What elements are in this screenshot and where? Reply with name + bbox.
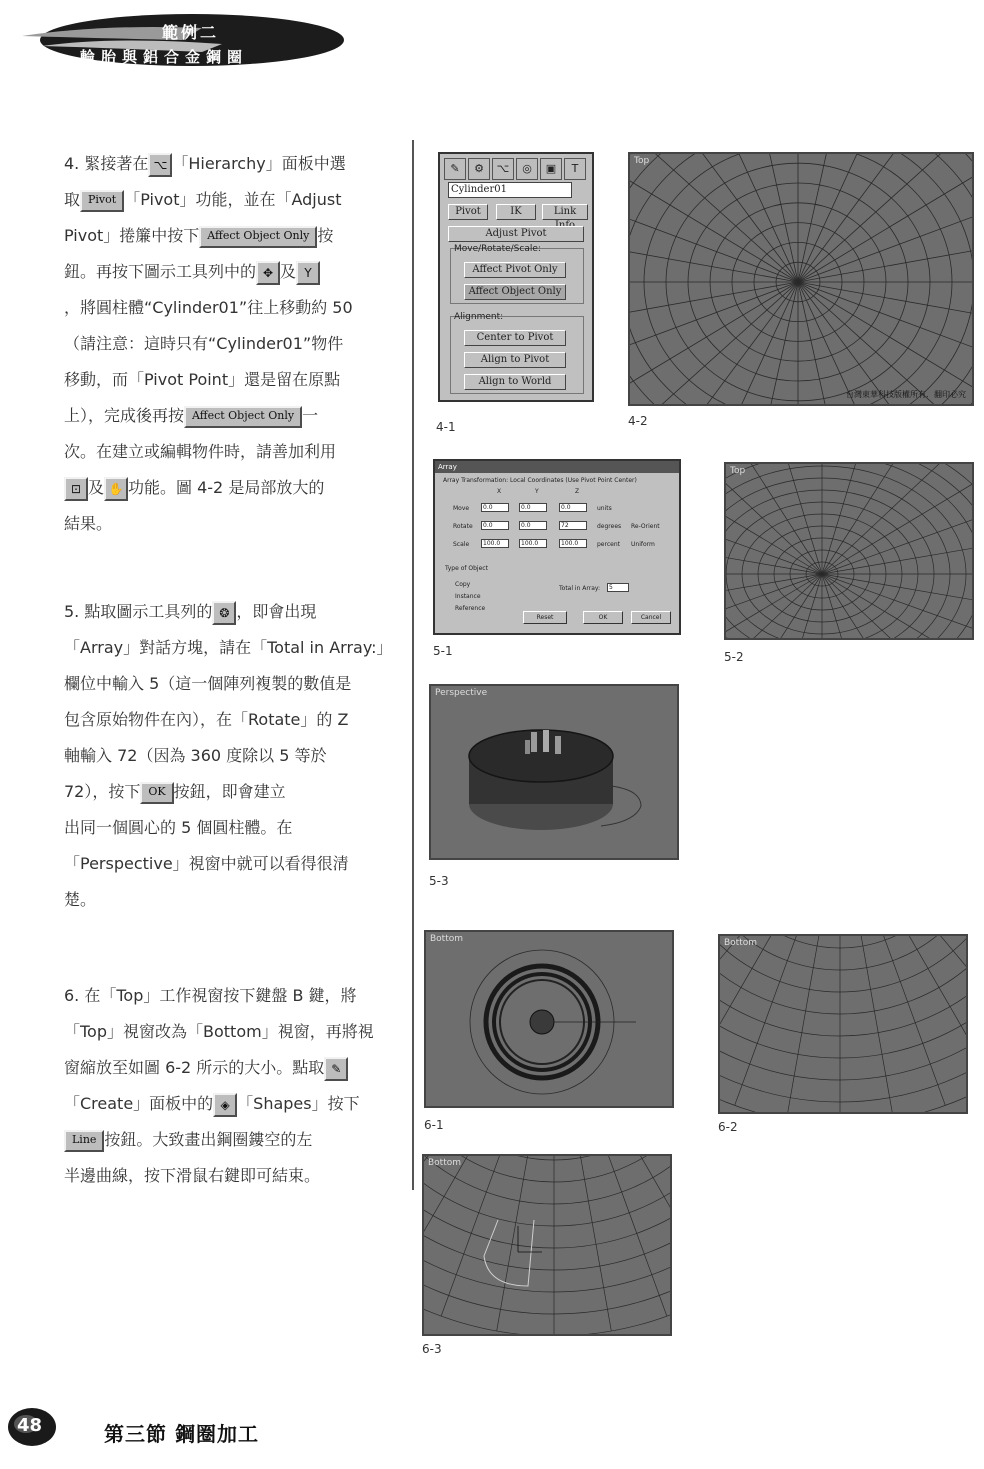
text-line (64, 1086, 394, 1122)
column-divider (412, 140, 414, 1190)
viewport-wireframe (630, 154, 974, 406)
instance-radio[interactable]: Instance (455, 593, 481, 600)
affect-object-only-button[interactable]: Affect Object Only (464, 284, 566, 300)
text-fragment: 按鈕。大致畫出鋼圈鏤空的左 (104, 1130, 313, 1149)
hierarchy-icon[interactable]: ⌥ (148, 153, 172, 177)
unit-label: degrees (597, 523, 622, 530)
shapes-icon[interactable]: ◈ (213, 1093, 237, 1117)
page-number: 48 (17, 1415, 43, 1436)
top-viewport-figure (724, 462, 974, 640)
center-to-pivot-button[interactable]: Center to Pivot (464, 330, 566, 346)
figure-caption: 4-1 (436, 420, 456, 434)
group-label: Move/Rotate/Scale: (454, 244, 541, 254)
text-fragment: 「Top」視窗改為「Bottom」視窗，再將視 (64, 1022, 374, 1041)
step-6-paragraph (64, 978, 394, 1194)
text-fragment: 「Pivot」功能，並在「Adjust (124, 190, 342, 209)
rotate-y-field[interactable]: 0.0 (519, 521, 547, 530)
text-line (64, 218, 394, 254)
text-line (64, 702, 394, 738)
affect-pivot-only-button[interactable]: Affect Pivot Only (464, 262, 566, 278)
viewport-label: Top (634, 156, 650, 166)
scale-y-field[interactable]: 100.0 (519, 539, 547, 548)
motion-icon[interactable]: ◎ (516, 158, 538, 180)
text-fragment: 上），完成後再按 (64, 406, 185, 425)
text-line (64, 666, 394, 702)
zoom-icon[interactable]: ⊡ (64, 477, 88, 501)
reference-radio[interactable]: Reference (455, 605, 486, 612)
axis-z-label: Z (575, 488, 580, 495)
ik-tab-button[interactable]: IK (496, 204, 536, 220)
perspective-render (431, 686, 679, 860)
create-icon[interactable]: ✎ (324, 1057, 348, 1081)
text-line (64, 774, 394, 810)
axis-y-label: Y (535, 488, 539, 495)
text-fragment: 按鈕，即會建立 (173, 782, 286, 801)
step-5-paragraph (64, 594, 394, 918)
text-fragment: 「Hierarchy」面板中選 (172, 154, 346, 173)
reset-button[interactable]: Reset (523, 611, 567, 624)
text-fragment: 窗縮放至如圖 6-2 所示的大小。點取 (64, 1058, 325, 1077)
text-fragment: 一 (302, 406, 319, 425)
bottom-viewport-figure (422, 1154, 672, 1336)
text-fragment: 取 (64, 190, 81, 209)
text-fragment: 5. 點取圖示工具列的 (64, 602, 213, 621)
move-y-field[interactable]: 0.0 (519, 503, 547, 512)
text-fragment: 4. 緊接著在 (64, 154, 149, 173)
hierarchy-icon[interactable]: ⌥ (492, 158, 514, 180)
pivot-tab-button[interactable]: Pivot (448, 204, 488, 220)
viewport-label: Top (730, 466, 746, 476)
step-4-paragraph (64, 146, 394, 542)
text-fragment: 次。在建立或編輯物件時，請善加利用 (64, 442, 337, 461)
modify-icon[interactable]: ⚙ (468, 158, 490, 180)
text-line (64, 810, 394, 846)
text-fragment: ，即會出現 (236, 602, 317, 621)
copy-radio[interactable]: Copy (455, 581, 471, 588)
figure-caption: 5-2 (724, 650, 744, 664)
link-info-tab-button[interactable]: Link (542, 204, 588, 220)
section-title: 第三節 鋼圈加工 (104, 1422, 259, 1446)
align-to-pivot-button[interactable]: Align to Pivot (464, 352, 566, 368)
text-line (64, 434, 394, 470)
text-fragment: ，將圓柱體“Cylinder01”往上移動約 50 (64, 298, 353, 317)
text-fragment: Pivot」捲簾中按下 (64, 226, 200, 245)
rotate-z-field[interactable]: 72 (559, 521, 587, 530)
chapter-banner (22, 6, 344, 68)
viewport-wireframe (720, 936, 968, 1114)
banner-title: 範例二 (162, 23, 220, 42)
figure-caption: 4-2 (628, 414, 648, 428)
text-fragment: 6. 在「Top」工作視窗按下鍵盤 B 鍵，將 (64, 986, 357, 1005)
unit-label: units (597, 505, 612, 512)
text-fragment: 結果。 (64, 514, 113, 533)
text-line (64, 1014, 394, 1050)
text-line (64, 470, 394, 506)
banner-subtitle: 輪胎與鋁合金鋼圈 (80, 48, 249, 66)
axis-x-label: X (497, 488, 502, 495)
figure-caption: 6-3 (422, 1342, 442, 1356)
line-button[interactable]: Line (64, 1130, 104, 1152)
figure-caption: 6-1 (424, 1118, 444, 1132)
scale-x-field[interactable]: 100.0 (481, 539, 509, 548)
text-fragment: 包含原始物件在內），在「Rotate」的 Z (64, 710, 349, 729)
text-fragment: 功能。圖 4-2 是局部放大的 (128, 478, 325, 497)
pan-icon[interactable]: ✋ (104, 477, 128, 501)
text-line (64, 362, 394, 398)
figure-caption: 6-2 (718, 1120, 738, 1134)
unit-label: percent (597, 541, 620, 548)
ok-button[interactable]: OK (140, 782, 173, 804)
text-fragment: 及 (88, 478, 105, 497)
scale-z-field[interactable]: 100.0 (559, 539, 587, 548)
viewport-label: Bottom (430, 934, 464, 944)
array-dialog-figure (433, 459, 681, 635)
move-icon[interactable]: ✥ (256, 261, 280, 285)
move-x-field[interactable]: 0.0 (481, 503, 509, 512)
bottom-viewport-figure (718, 934, 968, 1114)
text-line (64, 846, 394, 882)
row-label: Scale (453, 541, 470, 548)
text-fragment: （請注意：這時只有“Cylinder01”物件 (64, 334, 344, 353)
text-line (64, 398, 394, 434)
text-fragment: 楚。 (64, 890, 97, 909)
y-axis-icon[interactable]: Y (296, 261, 320, 285)
text-fragment: 按 (317, 226, 334, 245)
text-fragment: 欄位中輸入 5（這一個陣列複製的數值是 (64, 674, 352, 693)
text-line (64, 1050, 394, 1086)
viewport-label: Perspective (435, 688, 488, 698)
array-icon[interactable]: ❂ (212, 601, 236, 625)
adjust-pivot-rollout[interactable]: Adjust Pivot (448, 226, 584, 242)
text-line (64, 254, 394, 290)
text-line (64, 182, 394, 218)
object-name-field[interactable]: Cylinder01 (448, 182, 572, 198)
viewport-wireframe (726, 464, 974, 640)
text-fragment: 72），按下 (64, 782, 141, 801)
wheel-top-view (426, 932, 674, 1108)
align-to-world-button[interactable]: Align to World (464, 374, 566, 390)
uniform-checkbox[interactable]: Uniform (631, 541, 655, 548)
hierarchy-panel-figure (438, 152, 594, 402)
text-fragment: 軸輸入 72（因為 360 度除以 5 等於 (64, 746, 327, 765)
ok-button[interactable]: OK (583, 611, 623, 624)
text-line (64, 630, 394, 666)
type-group-label: Type of Object (445, 565, 488, 572)
row-label: Rotate (453, 523, 473, 530)
text-line (64, 146, 394, 182)
text-line (64, 594, 394, 630)
display-icon[interactable]: ▣ (540, 158, 562, 180)
viewport-wireframe (424, 1156, 672, 1336)
affect-object-only-button[interactable]: Affect Object Only (184, 406, 302, 428)
rotate-x-field[interactable]: 0.0 (481, 521, 509, 530)
figure-caption: 5-3 (429, 874, 449, 888)
row-label: Move (453, 505, 470, 512)
text-fragment: 「Shapes」按下 (237, 1094, 360, 1113)
text-line (64, 1122, 394, 1158)
re-orient-checkbox[interactable]: Re-Orient (631, 523, 660, 530)
utilities-icon[interactable]: T (564, 158, 586, 180)
dialog-title: Array (435, 461, 679, 473)
text-fragment: 鈕。再按下圖示工具列中的 (64, 262, 257, 281)
total-in-array-field[interactable]: 5 (607, 583, 629, 592)
text-fragment: 及 (280, 262, 297, 281)
figure-caption: 5-1 (433, 644, 453, 658)
cancel-button[interactable]: Cancel (631, 611, 671, 624)
text-line (64, 290, 394, 326)
command-panel-tabs (444, 158, 586, 180)
move-z-field[interactable]: 0.0 (559, 503, 587, 512)
viewport-label: Bottom (428, 1158, 462, 1168)
text-fragment: 「Array」對話方塊，請在「Total in Array:」 (64, 638, 393, 657)
affect-object-only-button[interactable]: Affect Object Only (199, 226, 317, 248)
text-fragment: 出同一個圓心的 5 個圓柱體。在 (64, 818, 293, 837)
text-line (64, 326, 394, 362)
watermark: 台灣東華科技版權所有．翻印必究 (846, 390, 966, 399)
group-label: Alignment: (454, 312, 504, 322)
create-icon[interactable]: ✎ (444, 158, 466, 180)
bottom-viewport-figure (424, 930, 674, 1108)
text-line (64, 506, 394, 542)
text-line (64, 738, 394, 774)
text-fragment: 「Create」面板中的 (64, 1094, 214, 1113)
top-viewport-figure (628, 152, 974, 406)
text-line (64, 978, 394, 1014)
text-fragment: 「Perspective」視窗中就可以看得很清 (64, 854, 349, 873)
pivot-button[interactable]: Pivot (80, 190, 124, 212)
text-line (64, 1158, 394, 1194)
text-line (64, 882, 394, 918)
viewport-label: Bottom (724, 938, 758, 948)
text-fragment: 半邊曲線，按下滑鼠右鍵即可結束。 (64, 1166, 321, 1185)
text-fragment: 移動，而「Pivot Point」還是留在原點 (64, 370, 341, 389)
dialog-subtitle: Array Transformation: Local Coordinates (Use Pivot Point Center) (443, 477, 637, 484)
total-in-array-label: Total in Array: (559, 585, 601, 592)
perspective-viewport-figure (429, 684, 679, 860)
